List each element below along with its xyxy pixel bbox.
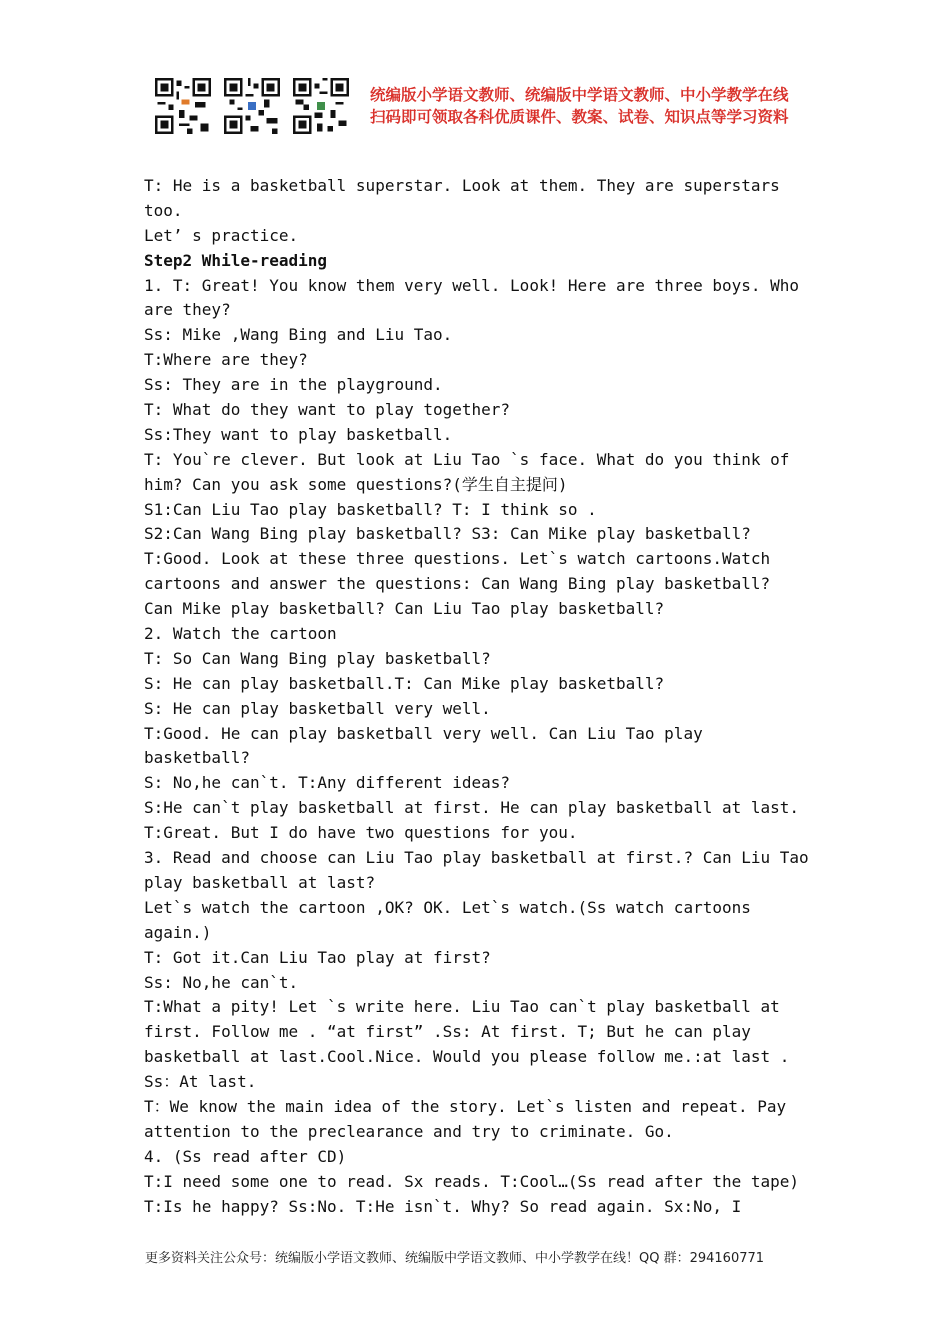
text-line: T:Is he happy? Ss:No. T:He isn`t. Why? So read again. Sx:No, I (144, 1196, 742, 1216)
text-line: T:Where are they? (144, 350, 308, 370)
text-line: S:He can`t play basketball at first. He can play basketball at last. (144, 798, 800, 818)
text-line: T: He is a basketball superstar. Look at them. They are superstars (144, 176, 780, 195)
promo-banner (370, 84, 810, 128)
page-footer: 更多资料关注公众号：统编版小学语文教师、统编版中学语文教师、中小学教学在线！QQ 群：294160771 (145, 1251, 765, 1266)
text-line: again.) (144, 922, 212, 942)
text-line: T:Good. He can play basketball very well. Can Liu Tao play (144, 723, 703, 743)
text-line: 3. Read and choose can Liu Tao play basketball at first.? Can Liu Tao (144, 848, 809, 868)
text-line: S2:Can Wang Bing play basketball? S3: Can Mike play basketball? (144, 524, 751, 544)
text-line: Ss: They are in the playground. (144, 375, 443, 395)
text-line: attention to the preclearance and try to criminate. Go. (144, 1121, 674, 1141)
text-line: T: You`re clever. But look at Liu Tao `s face. What do you think of (144, 449, 790, 469)
text-line: Ss: Mike ,Wang Bing and Liu Tao. (144, 325, 453, 345)
text-line: S1:Can Liu Tao play basketball? T: I think so . (144, 499, 597, 519)
text-line: T: So Can Wang Bing play basketball? (144, 648, 491, 668)
text-line: 2. Watch the cartoon (144, 624, 337, 644)
text-line: are they? (144, 300, 231, 320)
page-header (155, 78, 805, 136)
text-line: T: What do they want to play together? (144, 400, 511, 420)
text-line: S: He can play basketball very well. (144, 698, 491, 718)
text-line: 1. T: Great! You know them very well. Look! Here are three boys. Who (144, 275, 800, 295)
text-line: first. Follow me . “at first” .Ss: At first. T; But he can play (144, 1022, 751, 1042)
text-line: basketball? (144, 748, 250, 768)
text-line: too. (144, 200, 183, 220)
text-line: Can Mike play basketball? Can Liu Tao play basketball? (144, 599, 665, 619)
lesson-text (144, 174, 816, 1219)
text-line: T：We know the main idea of the story. Let`s listen and repeat. Pay (144, 1096, 787, 1116)
banner-line-1: 统编版小学语文教师、统编版中学语文教师、中小学教学在线 (370, 86, 789, 104)
text-line: Ss:They want to play basketball. (144, 424, 453, 444)
qr-code-icon (155, 78, 211, 134)
qr-code-icon (293, 78, 349, 134)
text-line: T:What a pity! Let `s write here. Liu Tao can`t play basketball at (144, 997, 780, 1017)
text-line: cartoons and answer the questions: Can Wang Bing play basketball? (144, 574, 771, 594)
text-line: basketball at last.Cool.Nice. Would you please follow me.:at last . (144, 1047, 790, 1067)
text-line: S: No,he can`t. T:Any different ideas? (144, 773, 511, 793)
text-line: T:Good. Look at these three questions. Let`s watch cartoons.Watch (144, 549, 771, 569)
text-line: Let`s watch the cartoon ,OK? OK. Let`s watch.(Ss watch cartoons (144, 897, 751, 917)
text-line: S: He can play basketball.T: Can Mike play basketball? (144, 673, 665, 693)
qr-code-icon (224, 78, 280, 134)
text-line: Let’ s practice. (144, 225, 299, 245)
text-line: play basketball at last? (144, 872, 376, 892)
text-line: T:Great. But I do have two questions for you. (144, 823, 578, 843)
text-line: Ss：At last. (144, 1072, 257, 1092)
section-heading: Step2 While-reading (144, 250, 328, 270)
text-line: Ss: No,he can`t. (144, 972, 299, 992)
banner-line-2: 扫码即可领取各科优质课件、教案、试卷、知识点等学习资料 (370, 108, 789, 126)
text-line: him? Can you ask some questions?(学生自主提问) (144, 474, 568, 494)
text-line: T:I need some one to read. Sx reads. T:Cool…(Ss read after the tape) (144, 1171, 800, 1191)
text-line: 4. (Ss read after CD) (144, 1146, 347, 1166)
text-line: T: Got it.Can Liu Tao play at first? (144, 947, 491, 967)
